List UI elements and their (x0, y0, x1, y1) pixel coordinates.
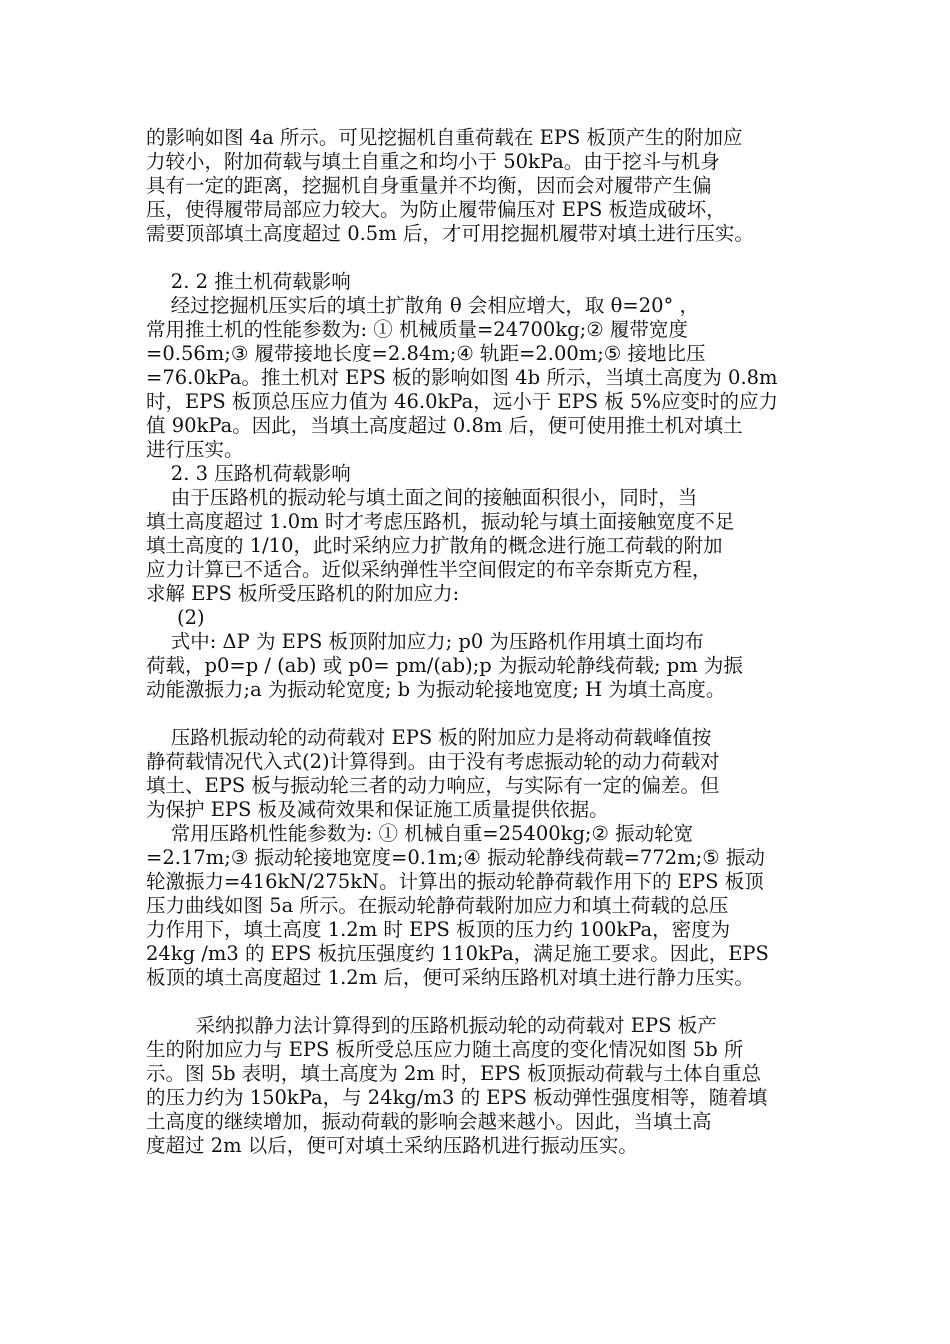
paragraph-bulldozer-line: 经过挖掘机压实后的填土扩散角 θ 会相应增大，取 θ=20° ， (146, 294, 699, 317)
paragraph-quasistatic-line: 的压力约为 150kPa，与 24kg/m3 的 EPS 板动弹性强度相等，随着填 (146, 1086, 768, 1109)
paragraph-bulldozer-line: 值 90kPa。因此，当填土高度超过 0.8m 后，便可使用推土机对填土 (146, 414, 743, 437)
section-heading-2-3: 2. 3 压路机荷载影响 (146, 462, 351, 485)
paragraph-excavator-line: 具有一定的距离，挖掘机自身重量并不均衡，因而会对履带产生偏 (146, 174, 712, 197)
paragraph-roller-params-line: 压力曲线如图 5a 所示。在振动轮静荷载附加应力和填土荷载的总压 (146, 894, 729, 917)
section-heading-2-2: 2. 2 推土机荷载影响 (146, 270, 351, 293)
paragraph-roller-params-line: 力作用下，填土高度 1.2m 时 EPS 板顶的压力约 100kPa，密度为 (146, 918, 731, 941)
equation-number: (2) (146, 606, 205, 629)
paragraph-roller-params-line: 板顶的填土高度超过 1.2m 后，便可采纳压路机对填土进行静力压实。 (146, 966, 754, 989)
paragraph-roller-params-line: 24kg /m3 的 EPS 板抗压强度约 110kPa，满足施工要求。因此，EPS (146, 942, 769, 965)
paragraph-quasistatic-line: 示。图 5b 表明，填土高度为 2m 时，EPS 板顶振动荷载与土体自重总 (146, 1062, 761, 1085)
paragraph-bulldozer-line: 常用推土机的性能参数为: ① 机械质量=24700kg;② 履带宽度 (146, 318, 688, 341)
paragraph-dynamic-line: 压路机振动轮的动荷载对 EPS 板的附加应力是将动荷载峰值按 (146, 726, 712, 749)
paragraph-dynamic-line: 填土、EPS 板与振动轮三者的动力响应，与实际有一定的偏差。但 (146, 774, 720, 797)
paragraph-roller-line: 求解 EPS 板所受压路机的附加应力: (146, 582, 460, 605)
paragraph-bulldozer-line: 时，EPS 板顶总压应力值为 46.0kPa，远小于 EPS 板 5%应变时的应力 (146, 390, 778, 413)
paragraph-quasistatic-line: 生的附加应力与 EPS 板所受总压应力随土高度的变化情况如图 5b 所 (146, 1038, 744, 1061)
paragraph-excavator-line: 压，使得履带局部应力较大。为防止履带偏压对 EPS 板造成破坏， (146, 198, 726, 221)
paragraph-variables-line: 荷载，p0=p / (ab) 或 p0= pm/(ab);p 为振动轮静线荷载; pm 为振 (146, 654, 743, 677)
paragraph-excavator-line: 需要顶部填土高度超过 0.5m 后，才可用挖掘机履带对填土进行压实。 (146, 222, 754, 245)
paragraph-excavator-line: 力较小，附加荷载与填土自重之和均小于 50kPa。由于挖斗与机身 (146, 150, 720, 173)
paragraph-dynamic-line: 为保护 EPS 板及减荷效果和保证施工质量提供依据。 (146, 798, 609, 821)
paragraph-quasistatic-line: 度超过 2m 以后，便可对填土采纳压路机进行振动压实。 (146, 1134, 638, 1157)
paragraph-bulldozer-line: =0.56m;③ 履带接地长度=2.84m;④ 轨距=2.00m;⑤ 接地比压 (146, 342, 706, 365)
paragraph-roller-params-line: 常用压路机性能参数为: ① 机械自重=25400kg;② 振动轮宽 (146, 822, 694, 845)
paragraph-roller-line: 应力计算已不适合。近似采纳弹性半空间假定的布辛奈斯克方程， (146, 558, 712, 581)
paragraph-roller-line: 填土高度的 1/10，此时采纳应力扩散角的概念进行施工荷载的附加 (146, 534, 723, 557)
paragraph-bulldozer-line: =76.0kPa。推土机对 EPS 板的影响如图 4b 所示，当填土高度为 0.8m (146, 366, 778, 389)
paragraph-roller-line: 由于压路机的振动轮与填土面之间的接触面积很小，同时，当 (146, 486, 698, 509)
paragraph-dynamic-line: 静荷载情况代入式(2)计算得到。由于没有考虑振动轮的动力荷载对 (146, 750, 720, 773)
paragraph-variables-line: 动能激振力;a 为振动轮宽度; b 为振动轮接地宽度; H 为填土高度。 (146, 678, 726, 701)
paragraph-roller-line: 填土高度超过 1.0m 时才考虑压路机，振动轮与填土面接触宽度不足 (146, 510, 735, 533)
paragraph-excavator-line: 的影响如图 4a 所示。可见挖掘机自重荷载在 EPS 板顶产生的附加应 (146, 126, 743, 149)
paragraph-variables-line: 式中: ΔP 为 EPS 板顶附加应力; p0 为压路机作用填土面均布 (146, 630, 704, 653)
paragraph-quasistatic-line: 采纳拟静力法计算得到的压路机振动轮的动荷载对 EPS 板产 (146, 1014, 717, 1037)
paragraph-roller-params-line: =2.17m;③ 振动轮接地宽度=0.1m;④ 振动轮静线荷载=772m;⑤ 振动 (146, 846, 765, 869)
paragraph-bulldozer-line: 进行压实。 (146, 438, 244, 461)
paragraph-roller-params-line: 轮激振力=416kN/275kN。计算出的振动轮静荷载作用下的 EPS 板顶 (146, 870, 764, 893)
paragraph-quasistatic-line: 土高度的继续增加，振动荷载的影响会越来越小。因此，当填土高 (146, 1110, 712, 1133)
